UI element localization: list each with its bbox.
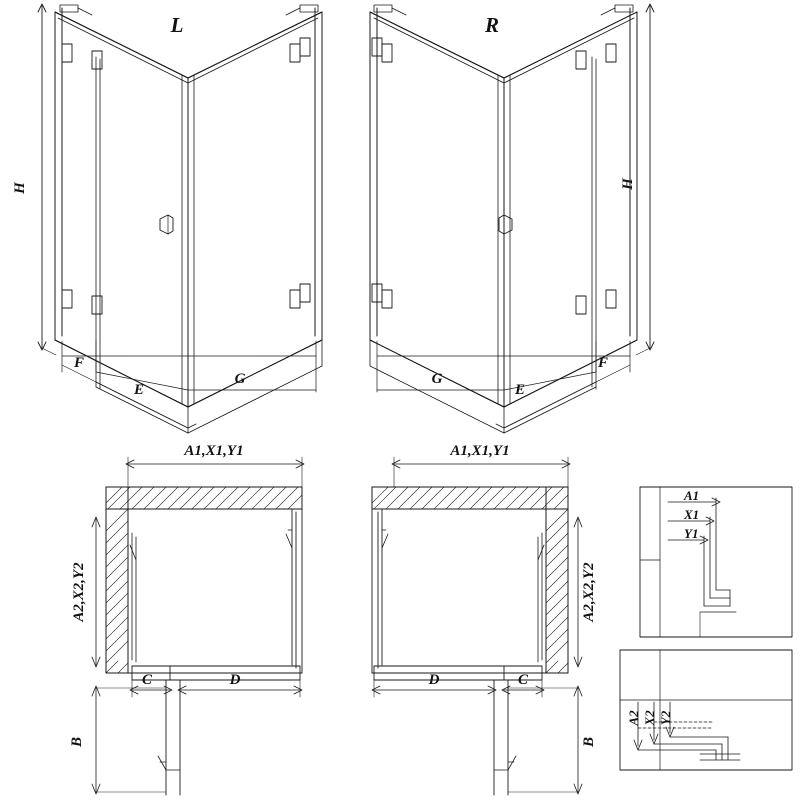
plan-left-c-label: C: [141, 672, 153, 688]
plan-left-b-label: B: [69, 736, 85, 748]
iso-right-height-label: H: [620, 178, 636, 190]
plan-left-top-dim-label: A1,X1,Y1: [184, 443, 244, 459]
iso-left-f-label: F: [73, 355, 85, 371]
plan-right-c-label: C: [517, 672, 529, 688]
iso-right-f-label: F: [597, 355, 609, 371]
iso-view-right: [370, 4, 654, 433]
detail-bottom-label-y2: Y2: [658, 710, 673, 726]
iso-left-height-label: H: [12, 182, 28, 194]
iso-left-g-label: G: [234, 371, 246, 387]
detail-bottom-label-a2: A2: [626, 710, 641, 726]
plan-view-right: [372, 457, 582, 795]
detail-top-label-x1: X1: [684, 507, 700, 522]
iso-right-title: R: [484, 13, 500, 37]
detail-top: [640, 487, 792, 637]
iso-right-e-label: E: [514, 382, 526, 398]
plan-left-side-dim-label: A2,X2,Y2: [71, 562, 87, 622]
plan-right-top-dim-label: A1,X1,Y1: [450, 443, 510, 459]
iso-left-title: L: [170, 13, 184, 37]
plan-view-left: [92, 457, 304, 795]
detail-top-label-y1: Y1: [684, 526, 699, 541]
iso-left-e-label: E: [133, 382, 145, 398]
plan-left-d-label: D: [229, 672, 241, 688]
detail-bottom: [620, 650, 792, 770]
plan-right-b-label: B: [581, 736, 597, 748]
detail-top-label-a1: A1: [684, 488, 700, 503]
plan-right-d-label: D: [428, 672, 440, 688]
plan-right-side-dim-label: A2,X2,Y2: [581, 562, 597, 622]
iso-right-g-label: G: [431, 371, 443, 387]
detail-bottom-label-x2: X2: [642, 710, 657, 726]
